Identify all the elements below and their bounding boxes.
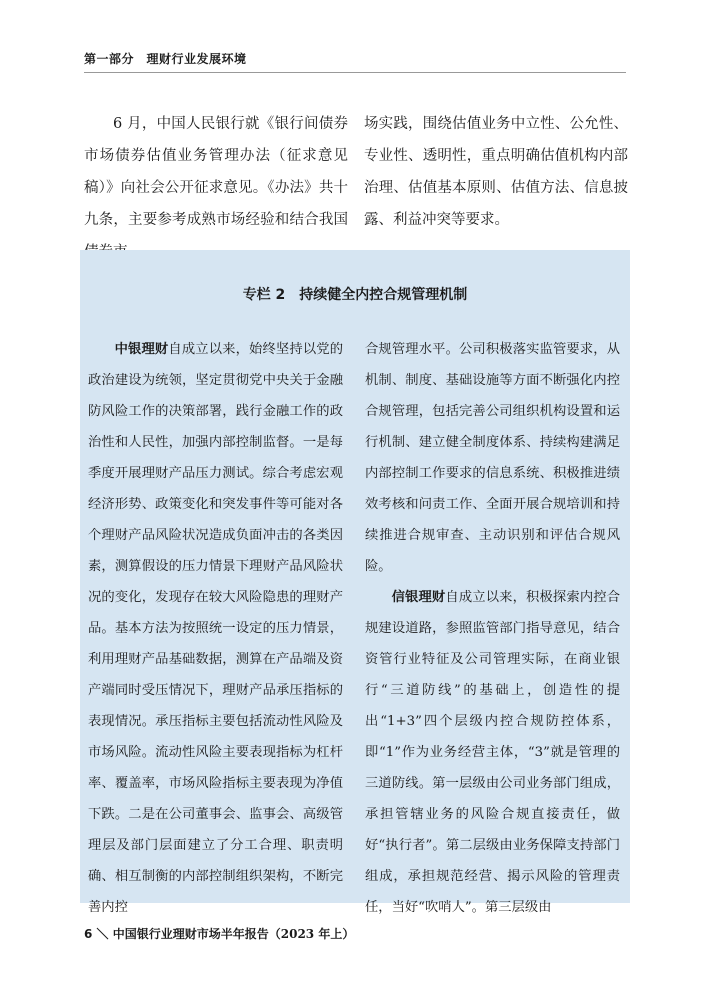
intro-column-left xyxy=(84,108,348,268)
boc-wm-text: 自成立以来，始终坚持以党的政治建设为统领，坚定贯彻党中央关于金融防风险工作的决策部署，践行金融工作的政治性和人民性，加强内部控制监督。一是每季度开展理财产品压力测试。综合考虑宏观经济形势、政策变化和突发事件等可能对各个理财产品风险状况造成负面冲击的各类因素，测算假设的压力情景下理财产品风险状况的变化，发现存在较大风险隐患的理财产品。基本方法为按照统一设定的压力情景，利用理财产品基础数据，测算在产品端及资产端同时受压情况下，理财产品承压指标的表现情况。承压指标主要包括流动性风险及市场风险。流动性风险主要表现指标为杠杆率、覆盖率，市场风险指标主要表现为净值下跌。二是在公司董事会、监事会、高级管理层及部门层面建立了分工合理、职责明确、相互制衡的内部控制组织架构，不断完善内控 xyxy=(88,342,344,915)
citic-wm-text: 自成立以来，积极探索内控合规建设道路，参照监管部门指导意见，结合资管行业特征及公司管理实际，在商业银行“三道防线”的基础上，创造性的提出“1+3”四个层级内控合规防控体系，即“1”作为业务经营主体，“3”就是管理的三道防线。第一层级由公司业务部门组成，承担管辖业务的风险合规直接责任，做好“执行者”。第二层级由业务保障支持部门组成，承担规范经营、揭示风险的管理责任，当好“吹哨人”。第三层级由 xyxy=(365,590,621,915)
box-title: 专栏 2 持续健全内控合规管理机制 xyxy=(242,287,468,303)
intro-text xyxy=(84,108,628,268)
header-divider xyxy=(84,72,626,73)
intro-paragraph-left: 6 月，中国人民银行就《银行间债券市场债券估值业务管理办法（征求意见稿）》向社会公开征求意见。《办法》共十九条，主要参考成熟市场经验和结合我国 xyxy=(84,116,348,228)
page-footer xyxy=(84,925,354,942)
box-paragraph-boc xyxy=(88,334,343,923)
company-name-citic-wm: 信银理财 xyxy=(391,590,446,605)
company-name-boc-wm: 中银理财 xyxy=(114,342,169,357)
box-column-left xyxy=(88,334,343,923)
box-paragraph-citic xyxy=(365,582,620,923)
intro-column-right xyxy=(364,108,628,268)
footer-separator: ＼ xyxy=(96,927,109,941)
box-body xyxy=(88,334,620,923)
box-paragraph-continued: 合规管理水平。公司积极落实监管要求，从机制、制度、基础设施等方面不断强化内控合规管理，包括完善公司组织机构设置和运行机制、建立健全制度体系、持续构建满足内部控制工作要求的信息系统、积极推进绩效考核和问责工作、全面开展合规培训和持续推进合规审查、主动识别和评估合规风险。 xyxy=(365,342,620,574)
box-column-right xyxy=(365,334,620,923)
page-number: 6 xyxy=(84,927,93,941)
section-header: 第一部分 理财行业发展环境 xyxy=(84,52,247,66)
footer-title: 中国银行业理财市场半年报告（2023 年上） xyxy=(112,927,355,941)
sidebar-box xyxy=(80,250,630,915)
intro-paragraph-right: 场实践，围绕估值业务中立性、公允性、专业性、透明性，重点明确估值机构内部治理、估值基本原则、估值方法、信息披露、利益冲突等要求。 xyxy=(364,116,628,228)
